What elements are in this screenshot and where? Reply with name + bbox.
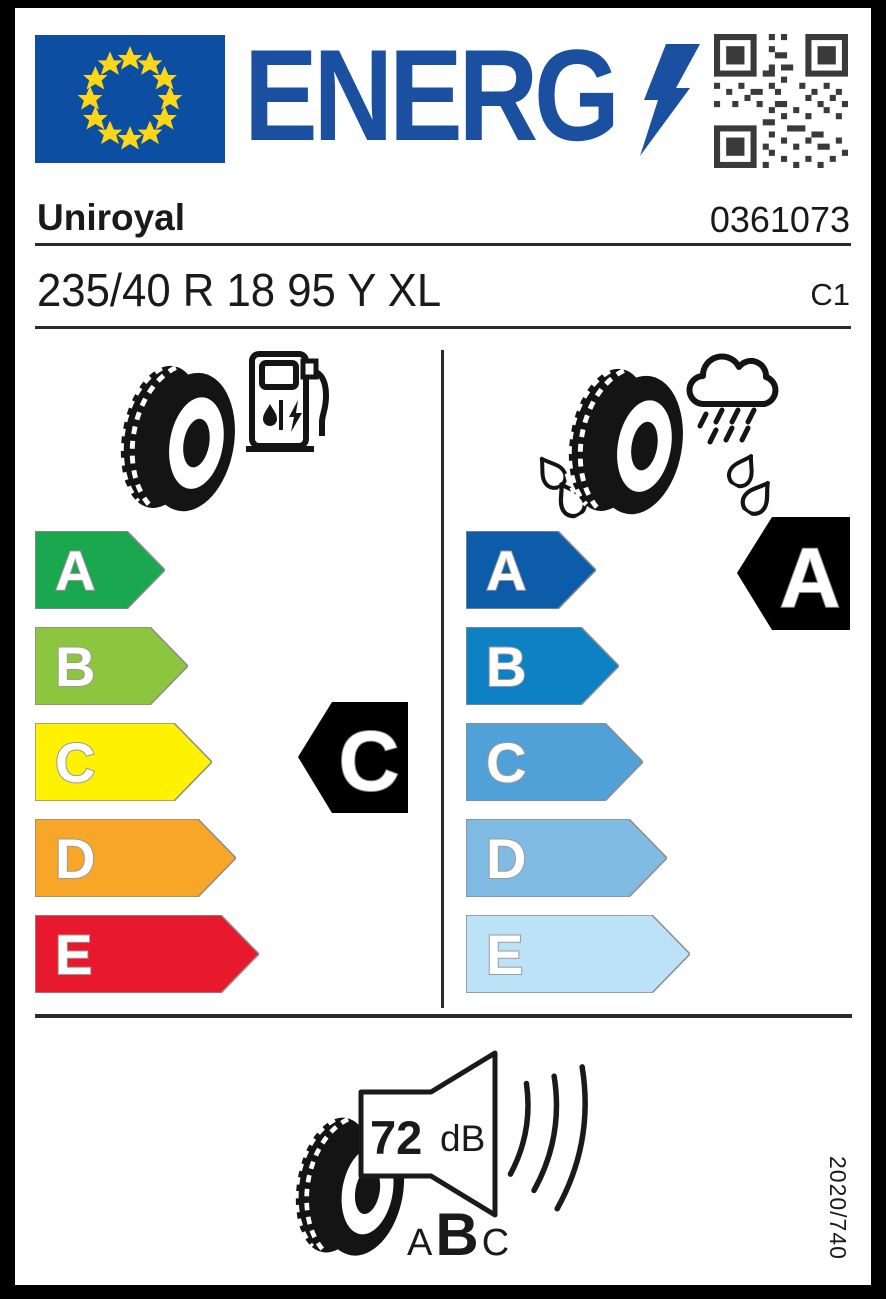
eu-flag: [35, 35, 225, 163]
noise-class-b-rating: B: [435, 1201, 479, 1268]
class-letter: E: [55, 923, 93, 986]
noise-class-a: A: [407, 1222, 433, 1264]
fuel-rating-letter: C: [338, 714, 400, 808]
wet-class-d-arrow: [466, 819, 667, 897]
fuel-class-c-arrow: [35, 723, 212, 801]
wet-class-c-arrow: [466, 723, 643, 801]
brand-name: Uniroyal: [37, 197, 186, 238]
column-divider: [441, 350, 444, 1008]
sound-waves-icon: [506, 1058, 595, 1211]
rain-cloud-icon: [689, 356, 775, 442]
class-letter: B: [486, 635, 527, 698]
class-letter: C: [486, 731, 527, 794]
tyre-class: C1: [810, 277, 850, 312]
class-letter: D: [486, 827, 527, 890]
divider-line: [35, 326, 851, 329]
noise-speaker-icon: [348, 1044, 598, 1226]
label-id: 0361073: [709, 199, 850, 240]
fuel-class-b-arrow: [35, 627, 188, 705]
class-letter: B: [55, 635, 96, 698]
energy-logo-text: ENERG: [244, 22, 616, 168]
class-letter: A: [55, 539, 96, 602]
wet-grip-icon: [532, 346, 790, 522]
wet-class-b-arrow: [466, 627, 619, 705]
bolt-shape: [640, 44, 700, 156]
noise-class-scale: [407, 1201, 510, 1268]
lightning-bolt-icon: [636, 44, 700, 156]
noise-db-unit: dB: [440, 1118, 486, 1159]
fuel-class-e-arrow: [35, 915, 259, 993]
tyre-size-designation: 235/40 R 18 95 Y XL: [37, 264, 442, 316]
class-letter: E: [486, 923, 524, 986]
fuel-pump-icon: [246, 354, 326, 452]
fuel-rating-arrow: [298, 702, 408, 813]
divider-line: [35, 1014, 852, 1018]
divider-line: [35, 243, 851, 246]
wet-grip-rating-arrow: [737, 517, 850, 630]
wet-class-a-arrow: [466, 531, 596, 609]
fuel-efficiency-icon: [118, 348, 333, 520]
class-letter: A: [486, 539, 527, 602]
fuel-class-a-arrow: [35, 531, 165, 609]
class-letter: C: [55, 731, 96, 794]
qr-modules: [714, 34, 848, 168]
noise-db-value: 72: [370, 1111, 423, 1164]
wet-class-e-arrow: [466, 915, 690, 993]
wet-rating-letter: A: [779, 531, 841, 625]
noise-class-c: C: [481, 1222, 510, 1264]
regulation-number: 2020/740: [825, 1156, 851, 1260]
class-letter: D: [55, 827, 96, 890]
qr-code-icon: [714, 34, 848, 168]
fuel-class-d-arrow: [35, 819, 236, 897]
